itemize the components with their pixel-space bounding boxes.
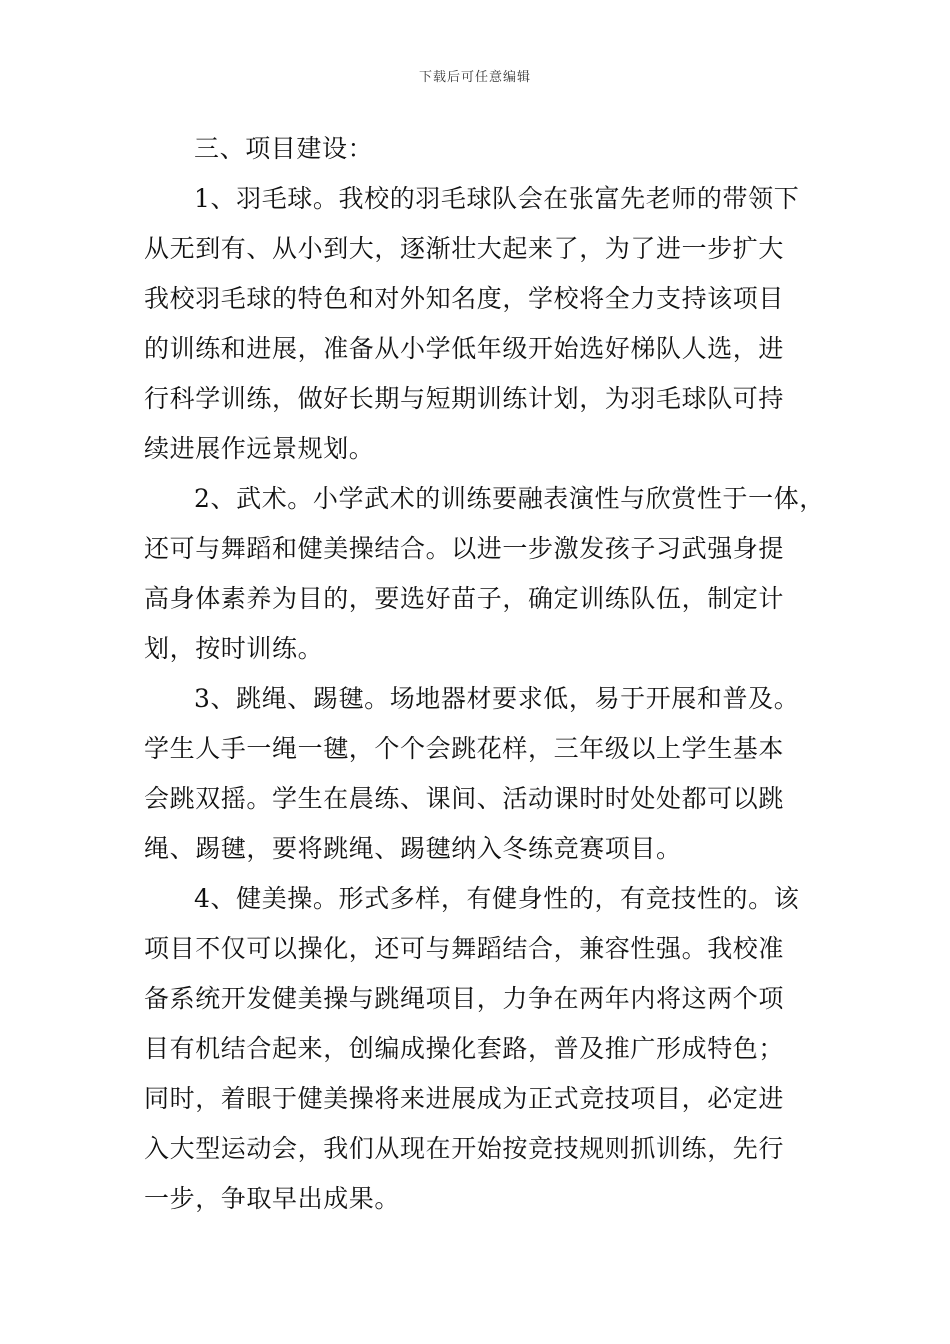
paragraph-line: 学生人手一绳一毽，个个会跳花样，三年级以上学生基本 <box>144 734 785 763</box>
paragraph-line: 行科学训练，做好长期与短期训练计划，为羽毛球队可持 <box>144 384 785 413</box>
paragraph-line: 4、健美操。形式多样，有健身性的，有竞技性的。该 <box>194 884 800 913</box>
paragraph-rope-shuttlecock <box>144 674 810 874</box>
paragraph-martial-arts <box>144 474 825 674</box>
paragraph-line: 入大型运动会，我们从现在开始按竞技规则抓训练，先行 <box>144 1134 785 1163</box>
paragraph-line: 我校羽毛球的特色和对外知名度，学校将全力支持该项目 <box>144 284 785 313</box>
paragraph-line: 续进展作远景规划。 <box>144 434 375 463</box>
paragraph-line: 划，按时训练。 <box>144 634 324 663</box>
paragraph-line: 项目不仅可以操化，还可与舞蹈结合，兼容性强。我校准 <box>144 934 785 963</box>
paragraph-line: 会跳双摇。学生在晨练、课间、活动课时时处处都可以跳 <box>144 784 785 813</box>
paragraph-badminton <box>144 174 810 474</box>
paragraph-line: 绳、踢毽，要将跳绳、踢毽纳入冬练竞赛项目。 <box>144 834 682 863</box>
paragraph-line: 高身体素养为目的，要选好苗子，确定训练队伍，制定计 <box>144 584 785 613</box>
paragraph-aerobics <box>144 874 810 1224</box>
paragraph-line: 2、武术。小学武术的训练要融表演性与欣赏性于一体， <box>194 484 825 513</box>
paragraph-line: 目有机结合起来，创编成操化套路，普及推广形成特色； <box>144 1034 785 1063</box>
paragraph-line: 一步，争取早出成果。 <box>144 1184 401 1213</box>
paragraph-line: 从无到有、从小到大，逐渐壮大起来了，为了进一步扩大 <box>144 234 785 263</box>
paragraph-line: 同时，着眼于健美操将来进展成为正式竞技项目，必定进 <box>144 1084 785 1113</box>
header-note: 下载后可任意编辑 <box>418 70 531 85</box>
paragraph-line: 的训练和进展，准备从小学低年级开始选好梯队人选，进 <box>144 334 785 363</box>
paragraph-line: 还可与舞蹈和健美操结合。以进一步激发孩子习武强身提 <box>144 534 785 563</box>
document-body <box>144 124 825 1224</box>
paragraph-line: 1、羽毛球。我校的羽毛球队会在张富先老师的带领下 <box>194 184 800 213</box>
paragraph-line: 备系统开发健美操与跳绳项目，力争在两年内将这两个项 <box>144 984 785 1013</box>
paragraph-line: 3、跳绳、踢毽。场地器材要求低，易于开展和普及。 <box>194 684 800 713</box>
section-heading: 三、项目建设： <box>194 134 374 163</box>
